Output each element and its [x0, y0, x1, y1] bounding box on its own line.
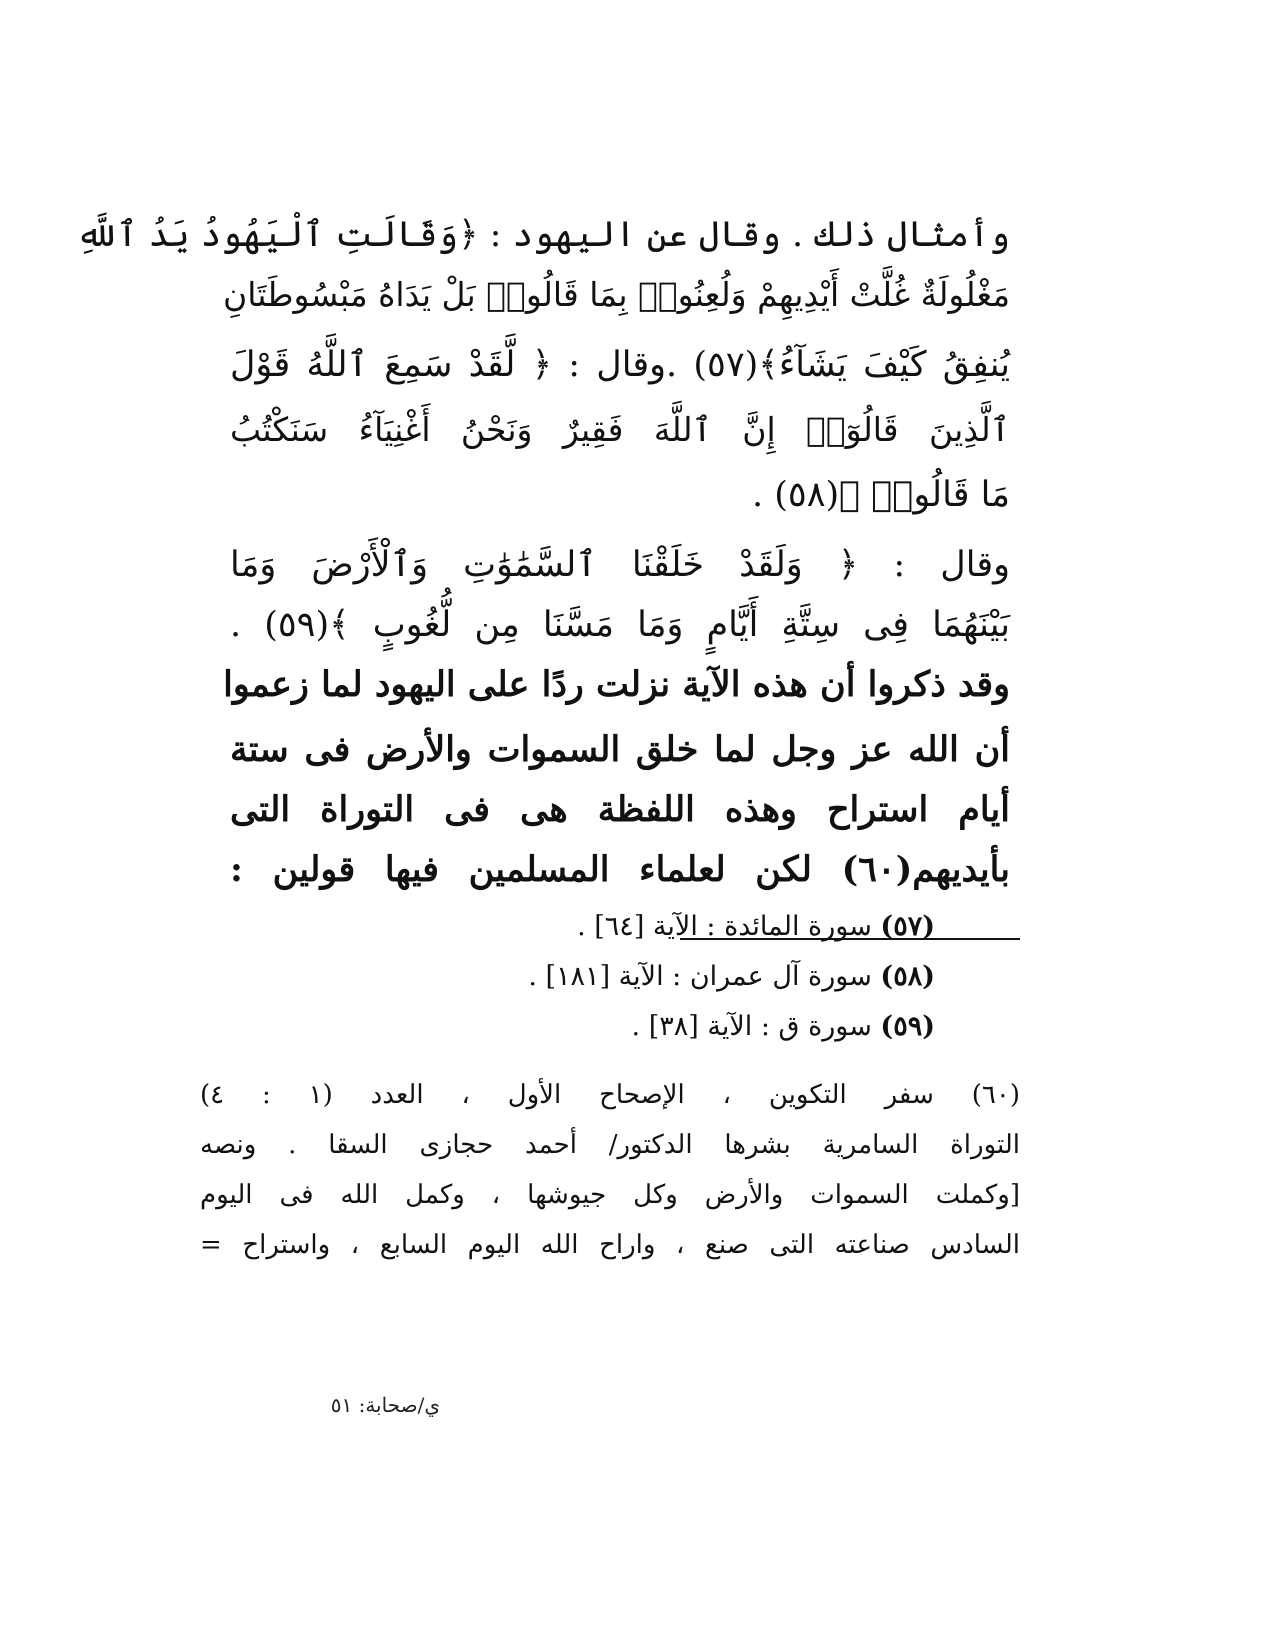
footnote-57-text: سورة المائدة : الآية [٦٤] .: [577, 911, 872, 942]
body-line-11: بأيديهم(٦٠) لكن لعلماء المسلمين فيها قولين :: [230, 849, 1010, 890]
footnote-60-line-1: (٦٠) سفر التكوين ، الإصحاح الأول ، العدد (١ : ٤): [200, 1080, 1020, 1110]
body-line-2: مَغْلُولَةٌ غُلَّتْ أَيْدِيهِمْ وَلُعِنُوا۟ بِمَا قَالُوا۟ بَلْ يَدَاهُ مَبْسُوطَتَانِ: [222, 275, 1010, 314]
body-line-3: يُنفِقُ كَيْفَ يَشَآءُ﴾(٥٧) .وقال : ﴿ لَّقَدْ سَمِعَ ٱللَّهُ قَوْلَ: [230, 345, 1010, 385]
footnote-60-line-4: السادس صناعته التى صنع ، واراح الله اليوم السابع ، واستراح =: [200, 1230, 1020, 1260]
footnote-57-number: (٥٧): [880, 911, 935, 942]
body-line-5: مَا قَالُوا۟ ﴾(٥٨) .: [752, 475, 1010, 515]
footnote-57: [415, 905, 935, 949]
body-line-1: وأمثال ذلك . وقال عن اليهود : ﴿وَقَالَتِ ٱلْيَهُودُ يَدُ ٱللَّهِ: [76, 215, 1010, 255]
footnote-59-text: سورة ق : الآية [٣٨] .: [631, 1011, 872, 1042]
page-reference: ي/صحابة: ٥١: [330, 1393, 440, 1417]
body-line-4: ٱلَّذِينَ قَالُوٓا۟ إِنَّ ٱللَّهَ فَقِيرٌ وَنَحْنُ أَغْنِيَآءُ سَنَكْتُبُ: [230, 410, 1010, 449]
body-line-9: أن الله عز وجل لما خلق السموات والأرض فى ستة: [230, 729, 1010, 770]
footnote-59-number: (٥٩): [880, 1011, 935, 1042]
body-line-7: بَيْنَهُمَا فِى سِتَّةِ أَيَّامٍ وَمَا مَسَّنَا مِن لُّغُوبٍ ﴾(٥٩) .: [230, 605, 1010, 645]
footnote-60-line-2: التوراة السامرية بشرها الدكتور/ أحمد حجازى السقا . ونصه: [200, 1130, 1020, 1160]
footnote-58-number: (٥٨): [880, 961, 935, 992]
body-line-8: وقد ذكروا أن هذه الآية نزلت ردًا على اليهود لما زعموا: [223, 664, 1010, 705]
footnote-59: [455, 1005, 935, 1049]
footnote-58-text: سورة آل عمران : الآية [١٨١] .: [528, 961, 872, 992]
footnote-60-line-3: [وكملت السموات والأرض وكل جيوشها ، وكمل الله فى اليوم: [200, 1180, 1020, 1210]
footnote-58: [375, 955, 935, 999]
body-line-6: وقال : ﴿ وَلَقَدْ خَلَقْنَا ٱلسَّمَٰوَٰتِ وَٱلْأَرْضَ وَمَا: [230, 545, 1010, 585]
body-line-10: أيام استراح وهذه اللفظة هى فى التوراة التى: [230, 789, 1010, 830]
